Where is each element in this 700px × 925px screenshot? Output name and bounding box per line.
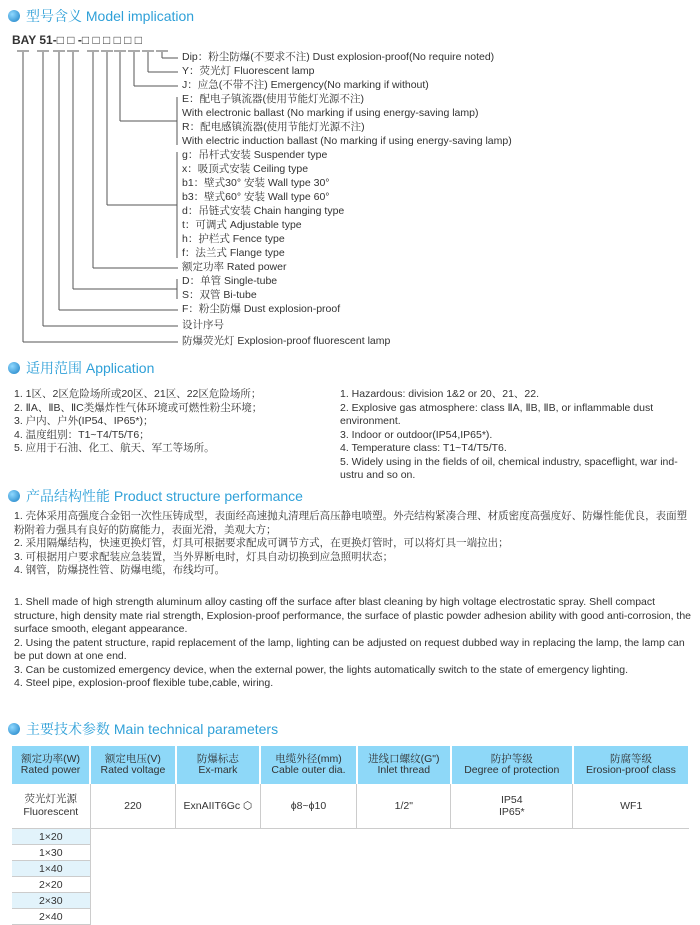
bullet-icon (8, 723, 20, 735)
column-header (176, 746, 260, 784)
exmark-cell (176, 784, 260, 829)
list-item: 1. 1区、2区危险场所或20区、21区、22区危险场所； (14, 388, 262, 400)
header-en: Erosion-proof class (586, 764, 676, 776)
header-cn: 防爆标志 (196, 753, 239, 765)
model-line: Dip：粉尘防爆(不要求不注) Dust explosion-proof(No require noted) (182, 51, 495, 63)
ex-hexagon-icon: ⬡ (243, 800, 253, 812)
model-line: x：吸顶式安装 Ceiling type (182, 163, 309, 175)
section-params: 主要技术参数 Main technical parameters (8, 719, 278, 739)
model-code: BAY 51-□ □ -□ □ □ □ □ □ (12, 33, 143, 47)
model-line: R：配电感镇流器(使用节能灯光源不注) (182, 121, 365, 133)
header-cn: 电缆外径(mm) (275, 753, 342, 765)
header-cn: 防护等级 (490, 753, 533, 765)
exmark-text: ExnAIIT6Gc (183, 800, 241, 812)
source-en: Fluorescent (23, 806, 79, 818)
list-item: 1. Shell made of high strength aluminum alloy casting off the surface after blast cleaning by high voltage electrostatic spray. Shell compact structure, high density mate rial strength, Explosion-proof performance, the surface of plastic powder adhesion ability with good anti-corrosion, the surface smooth, elegant appearance. (14, 596, 692, 635)
model-line: With electric induction ballast (No marking if using energy-saving lamp) (182, 135, 512, 147)
model-line: S：双管 Bi-tube (182, 289, 257, 301)
section-application: 适用范围 Application (8, 358, 154, 378)
header-cn: 额定电压(V) (104, 753, 161, 765)
bullet-icon (8, 490, 20, 502)
model-line: D：单管 Single-tube (182, 275, 278, 287)
list-item: 4. 温度组别：T1~T4/T5/T6； (14, 428, 150, 441)
section-title: 型号含义 Model implication (26, 8, 195, 24)
column-header (12, 746, 90, 784)
model-line: f：法兰式 Flange type (182, 247, 285, 259)
header-en: Rated voltage (100, 764, 166, 776)
list-item: 3. 可根据用户要求配装应急装置，当外界断电时，灯具自动切换到应急照明状态； (14, 550, 394, 563)
header-en: Inlet thread (377, 764, 431, 776)
list-item: 4. 钢管，防爆挠性管、防爆电缆，布线均可。 (14, 564, 226, 576)
list-item: 4. Steel pipe, explosion-proof flexible tube,cable, wiring. (14, 677, 274, 689)
model-line: F：粉尘防爆 Dust explosion-proof (182, 303, 341, 315)
model-line: Y：荧光灯 Fluorescent lamp (182, 65, 315, 77)
model-line: 防爆荧光灯 Explosion-proof fluorescent lamp (182, 335, 391, 347)
header-en: Cable outer dia. (271, 764, 346, 776)
header-en: Degree of protection (464, 764, 560, 776)
list-item: 1. Hazardous: division 1&2 or 20、21、22. (340, 388, 540, 400)
source-cell (12, 784, 90, 829)
power-cell: 1×30 (12, 845, 90, 861)
column-header (90, 746, 176, 784)
ip65: IP65* (498, 806, 525, 818)
protection-cell (451, 784, 573, 829)
list-item: 5. Widely using in the fields of oil, chemical industry, spaceflight, war ind-ustru and so on. (340, 455, 678, 481)
column-header (451, 746, 573, 784)
header-en: Ex-mark (198, 764, 238, 776)
list-item: 2. ⅡA、ⅡB、ⅡC类爆炸性气体环境或可燃性粉尘环境； (14, 401, 263, 414)
model-line: b3：壁式60° 安装 Wall type 60° (182, 191, 330, 203)
list-item: 3. 户内、户外(IP54、IP65*)； (14, 415, 154, 427)
power-cell: 1×20 (12, 829, 90, 845)
list-item: 3. Indoor or outdoor(IP54,IP65*). (340, 428, 493, 441)
model-line: h：护栏式 Fence type (182, 233, 285, 245)
header-cn: 额定功率(W) (21, 753, 80, 765)
column-header (260, 746, 357, 784)
cable-cell: ϕ8~ϕ10 (260, 784, 357, 829)
list-item: 1. 壳体采用高强度合金铝一次性压铸成型，表面经高速抛丸清理后高压静电喷塑。外壳结构紧凑合理、材质密度高强度好、防爆性能优良，表面塑粉附着力强具有良好的防腐能力，表面光滑，美观大方； (14, 510, 688, 536)
erosion-cell: WF1 (573, 784, 689, 829)
model-line: 设计序号 (182, 319, 224, 331)
ip54: IP54 (500, 794, 523, 806)
source-cn: 荧光灯光源 (24, 793, 78, 805)
list-item: 2. Using the patent structure, rapid replacement of the lamp, lighting can be adjusted on request dubbed way in replacing the lamp, the lamp can be put down at one end. (14, 636, 685, 662)
list-item: 5. 应用于石油、化工、航天、军工等场所。 (14, 442, 215, 454)
model-line: d：吊链式安装 Chain hanging type (182, 205, 345, 217)
column-header (357, 746, 451, 784)
list-item: 2. Explosive gas atmosphere: class ⅡA, ⅡB, ⅡB, or inflammable dust environment. (340, 401, 654, 427)
list-item: 3. Can be customized emergency device, when the external power, the lights automatically switch to the state of emergency lighting. (14, 663, 628, 676)
power-cell: 1×40 (12, 861, 90, 877)
power-cell: 2×20 (12, 877, 90, 893)
header-cn: 进线口螺纹(G") (368, 753, 440, 765)
model-line: b1：壁式30° 安装 Wall type 30° (182, 177, 330, 189)
thread-cell: 1/2" (357, 784, 451, 829)
header-en: Rated power (20, 764, 81, 776)
power-cell: 2×30 (12, 893, 90, 909)
model-line: t：可调式 Adjustable type (182, 219, 302, 231)
model-line: J：应急(不带不注) Emergency(No marking if without) (182, 79, 429, 91)
list-item: 4. Temperature class: T1~T4/T5/T6. (340, 442, 507, 454)
column-header (573, 746, 689, 784)
model-line: g：吊杆式安装 Suspender type (182, 149, 328, 161)
params-table (12, 746, 690, 925)
voltage-cell: 220 (90, 784, 176, 829)
model-line: With electronic ballast (No marking if using energy-saving lamp) (182, 107, 479, 119)
power-cell: 2×40 (12, 909, 90, 925)
list-item: 2. 采用隔爆结构，快速更换灯管，灯具可根据要求配成可调节方式，在更换灯管时，可以将灯具一端拉出； (14, 537, 509, 549)
model-line: E：配电子镇流器(使用节能灯光源不注) (182, 93, 364, 105)
model-line: 额定功率 Rated power (182, 261, 287, 273)
bullet-icon (8, 362, 20, 374)
header-cn: 防腐等级 (609, 753, 652, 765)
section-structure: 产品结构性能 Product structure performance (8, 486, 303, 506)
